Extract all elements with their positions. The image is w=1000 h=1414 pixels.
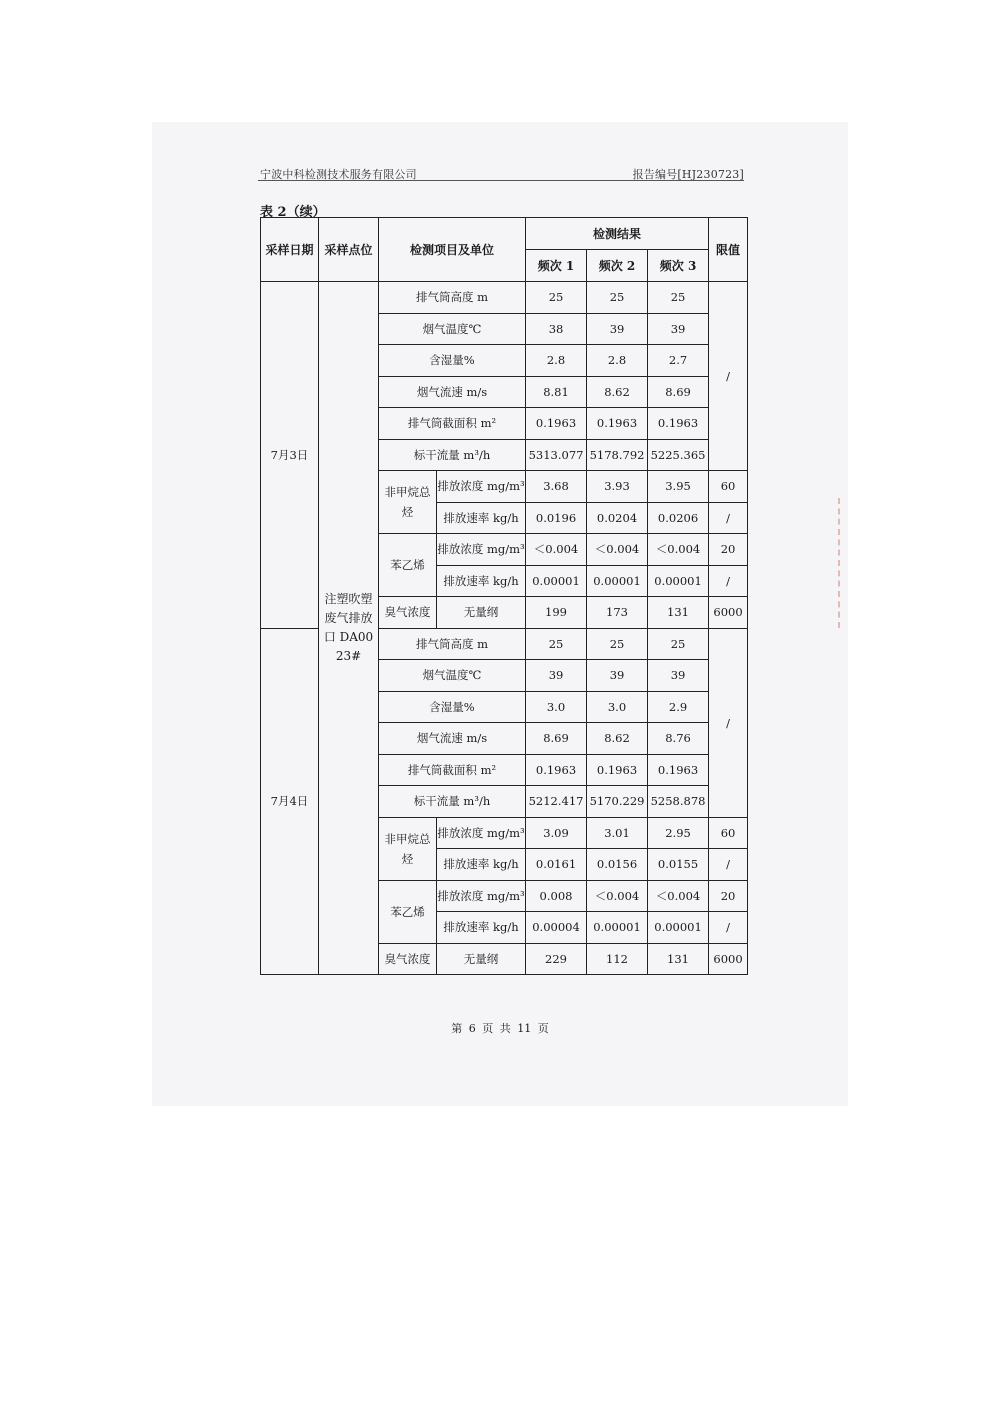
- param-value: 39: [526, 660, 587, 692]
- styrene-rate-limit: /: [709, 912, 748, 944]
- sampling-date: 7月4日: [261, 628, 319, 975]
- param-limit: /: [709, 628, 748, 817]
- param-name: 排气筒高度 m: [379, 282, 526, 314]
- styrene-rate-value: 0.00004: [526, 912, 587, 944]
- odor-limit: 6000: [709, 597, 748, 629]
- styrene-name: 苯乙烯: [379, 534, 437, 597]
- param-value: 39: [648, 660, 709, 692]
- header-test-item: 检测项目及单位: [379, 218, 526, 282]
- param-value: 8.62: [587, 723, 648, 755]
- styrene-rate-value: 0.00001: [648, 912, 709, 944]
- results-table: [260, 217, 748, 975]
- odor-value: 173: [587, 597, 648, 629]
- param-value: 25: [526, 282, 587, 314]
- header-rule: [258, 180, 744, 181]
- param-value: 5212.417: [526, 786, 587, 818]
- styrene-rate-unit: 排放速率 kg/h: [437, 565, 526, 597]
- header-limit: 限值: [709, 218, 748, 282]
- odor-limit: 6000: [709, 943, 748, 975]
- styrene-conc-value: 0.008: [526, 880, 587, 912]
- styrene-conc-value: ＜0.004: [648, 880, 709, 912]
- nmhc-conc-value: 3.95: [648, 471, 709, 503]
- param-value: 0.1963: [587, 408, 648, 440]
- param-value: 25: [587, 282, 648, 314]
- styrene-conc-value: ＜0.004: [587, 534, 648, 566]
- table-caption: 表 2（续）: [260, 205, 326, 220]
- param-limit: /: [709, 282, 748, 471]
- nmhc-name: 非甲烷总烃: [379, 471, 437, 534]
- header-sampling-point: 采样点位: [319, 218, 379, 282]
- param-value: 8.81: [526, 376, 587, 408]
- param-value: 2.9: [648, 691, 709, 723]
- nmhc-rate-unit: 排放速率 kg/h: [437, 849, 526, 881]
- seal-stamp-edge: [838, 498, 852, 628]
- param-value: 25: [648, 628, 709, 660]
- styrene-conc-value: ＜0.004: [587, 880, 648, 912]
- param-value: 25: [526, 628, 587, 660]
- nmhc-conc-unit: 排放浓度 mg/m³: [437, 471, 526, 503]
- odor-name: 臭气浓度: [379, 597, 437, 629]
- nmhc-name: 非甲烷总烃: [379, 817, 437, 880]
- param-name: 标干流量 m³/h: [379, 439, 526, 471]
- odor-value: 131: [648, 943, 709, 975]
- styrene-rate-value: 0.00001: [587, 912, 648, 944]
- header-frequency-3: 频次 3: [648, 250, 709, 282]
- odor-unit: 无量纲: [437, 943, 526, 975]
- sampling-point: 注塑吹塑废气排放口 DA0023#: [319, 282, 379, 975]
- company-name: 宁波中科检测技术服务有限公司: [260, 168, 417, 181]
- styrene-name: 苯乙烯: [379, 880, 437, 943]
- param-value: 5170.229: [587, 786, 648, 818]
- nmhc-conc-value: 3.68: [526, 471, 587, 503]
- nmhc-rate-limit: /: [709, 849, 748, 881]
- param-value: 5225.365: [648, 439, 709, 471]
- nmhc-conc-value: 3.09: [526, 817, 587, 849]
- odor-unit: 无量纲: [437, 597, 526, 629]
- param-value: 2.8: [526, 345, 587, 377]
- param-value: 3.0: [587, 691, 648, 723]
- nmhc-rate-value: 0.0206: [648, 502, 709, 534]
- styrene-rate-value: 0.00001: [648, 565, 709, 597]
- param-value: 25: [648, 282, 709, 314]
- param-value: 0.1963: [648, 754, 709, 786]
- styrene-conc-limit: 20: [709, 880, 748, 912]
- header-results: 检测结果: [526, 218, 709, 250]
- param-value: 8.69: [648, 376, 709, 408]
- param-name: 烟气流速 m/s: [379, 723, 526, 755]
- param-value: 0.1963: [587, 754, 648, 786]
- odor-value: 112: [587, 943, 648, 975]
- styrene-conc-unit: 排放浓度 mg/m³: [437, 534, 526, 566]
- param-name: 含湿量%: [379, 691, 526, 723]
- param-value: 39: [587, 313, 648, 345]
- table-row: [261, 282, 748, 314]
- nmhc-rate-unit: 排放速率 kg/h: [437, 502, 526, 534]
- styrene-rate-value: 0.00001: [526, 565, 587, 597]
- nmhc-rate-value: 0.0204: [587, 502, 648, 534]
- styrene-rate-unit: 排放速率 kg/h: [437, 912, 526, 944]
- page-footer: 第 6 页 共 11 页: [451, 1022, 549, 1035]
- styrene-conc-limit: 20: [709, 534, 748, 566]
- nmhc-rate-value: 0.0196: [526, 502, 587, 534]
- param-value: 0.1963: [526, 754, 587, 786]
- nmhc-conc-limit: 60: [709, 471, 748, 503]
- param-value: 8.62: [587, 376, 648, 408]
- nmhc-conc-value: 2.95: [648, 817, 709, 849]
- styrene-conc-value: ＜0.004: [648, 534, 709, 566]
- param-value: 25: [587, 628, 648, 660]
- odor-name: 臭气浓度: [379, 943, 437, 975]
- param-value: 8.69: [526, 723, 587, 755]
- param-name: 排气筒截面积 m²: [379, 408, 526, 440]
- param-name: 含湿量%: [379, 345, 526, 377]
- header-frequency-1: 频次 1: [526, 250, 587, 282]
- param-name: 烟气温度℃: [379, 660, 526, 692]
- param-name: 排气筒高度 m: [379, 628, 526, 660]
- nmhc-conc-value: 3.93: [587, 471, 648, 503]
- sampling-date: 7月3日: [261, 282, 319, 629]
- param-value: 5258.878: [648, 786, 709, 818]
- param-name: 标干流量 m³/h: [379, 786, 526, 818]
- nmhc-rate-value: 0.0156: [587, 849, 648, 881]
- param-value: 38: [526, 313, 587, 345]
- nmhc-conc-limit: 60: [709, 817, 748, 849]
- nmhc-rate-limit: /: [709, 502, 748, 534]
- odor-value: 131: [648, 597, 709, 629]
- nmhc-rate-value: 0.0155: [648, 849, 709, 881]
- param-value: 5178.792: [587, 439, 648, 471]
- param-value: 39: [648, 313, 709, 345]
- param-value: 2.7: [648, 345, 709, 377]
- nmhc-rate-value: 0.0161: [526, 849, 587, 881]
- param-value: 3.0: [526, 691, 587, 723]
- param-value: 2.8: [587, 345, 648, 377]
- param-value: 8.76: [648, 723, 709, 755]
- param-name: 烟气流速 m/s: [379, 376, 526, 408]
- header-sampling-date: 采样日期: [261, 218, 319, 282]
- param-value: 39: [587, 660, 648, 692]
- styrene-conc-unit: 排放浓度 mg/m³: [437, 880, 526, 912]
- param-name: 烟气温度℃: [379, 313, 526, 345]
- styrene-rate-value: 0.00001: [587, 565, 648, 597]
- odor-value: 199: [526, 597, 587, 629]
- styrene-rate-limit: /: [709, 565, 748, 597]
- nmhc-conc-unit: 排放浓度 mg/m³: [437, 817, 526, 849]
- report-number: 报告编号[HJ230723]: [632, 168, 744, 181]
- nmhc-conc-value: 3.01: [587, 817, 648, 849]
- param-value: 5313.077: [526, 439, 587, 471]
- header-frequency-2: 频次 2: [587, 250, 648, 282]
- styrene-conc-value: ＜0.004: [526, 534, 587, 566]
- param-value: 0.1963: [648, 408, 709, 440]
- param-value: 0.1963: [526, 408, 587, 440]
- param-name: 排气筒截面积 m²: [379, 754, 526, 786]
- odor-value: 229: [526, 943, 587, 975]
